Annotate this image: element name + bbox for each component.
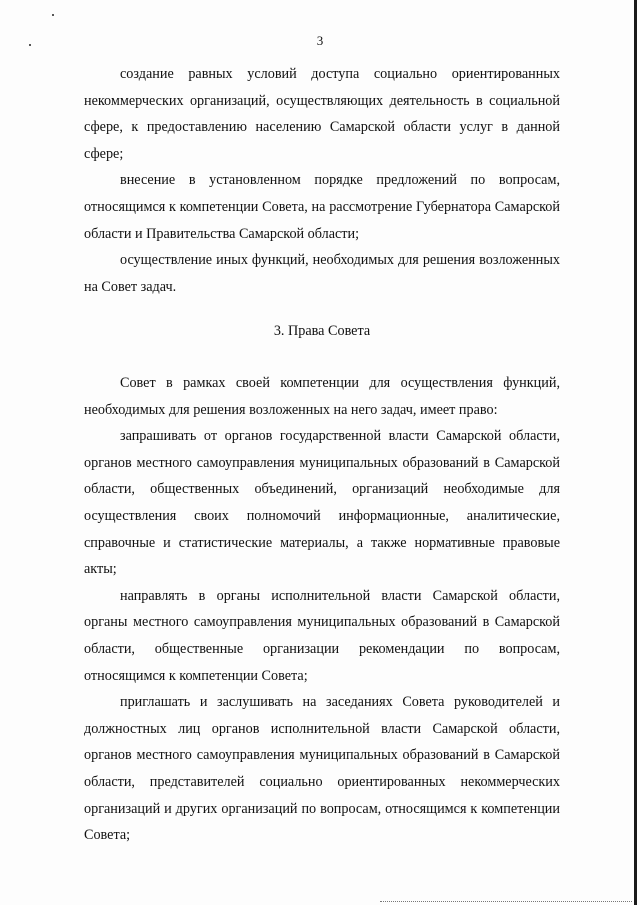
section-title: 3. Права Совета [273,323,371,339]
paragraph: направлять в органы исполнительной власти Самарской области, органы местного самоуправления муниципальных образований в Самарской области, общественные организации рекомендации по вопросам, относящимся к компетенции Совета; [84,587,560,684]
paragraph: запрашивать от органов государственной власти Самарской области, органов местного самоуправления муниципальных образований в Самарской области, общественных объединений, организаций необходимые для осуществления своих полномочий информационные, аналитические, справочные и статистические материалы, а также нормативные правовые акты; [84,428,560,578]
paragraph: создание равных условий доступа социально ориентированных некоммерческих организаций, осуществляющих деятельность в социальной сфере, к предоставлению населению Самарской области услуг в данной сфере; [84,66,560,162]
paragraph: Совет в рамках своей компетенции для осуществления функций, необходимых для решения возложенных на него задач, имеет право: [84,375,560,418]
top-paragraphs [84,61,560,300]
paragraph: внесение в установленном порядке предложений по вопросам, относящимся к компетенции Совета, на рассмотрение Губернатора Самарской области и Правительства Самарской области; [84,172,560,242]
scan-speck [52,14,54,16]
paragraph: приглашать и заслушивать на заседаниях Совета руководителей и должностных лиц органов исполнительной власти Самарской области, органов местного самоуправления муниципальных образований в Самарской области, представителей социально ориентированных некоммерческих организаций и других организаций по вопросам, относящимся к компетенции Совета; [84,694,560,844]
scan-edge-bottom [380,900,632,902]
paragraph: осуществление иных функций, необходимых для решения возложенных на Совет задач. [84,252,560,295]
page-number: 3 [316,33,324,48]
scan-edge-right [634,0,637,905]
bottom-paragraphs [84,370,560,849]
